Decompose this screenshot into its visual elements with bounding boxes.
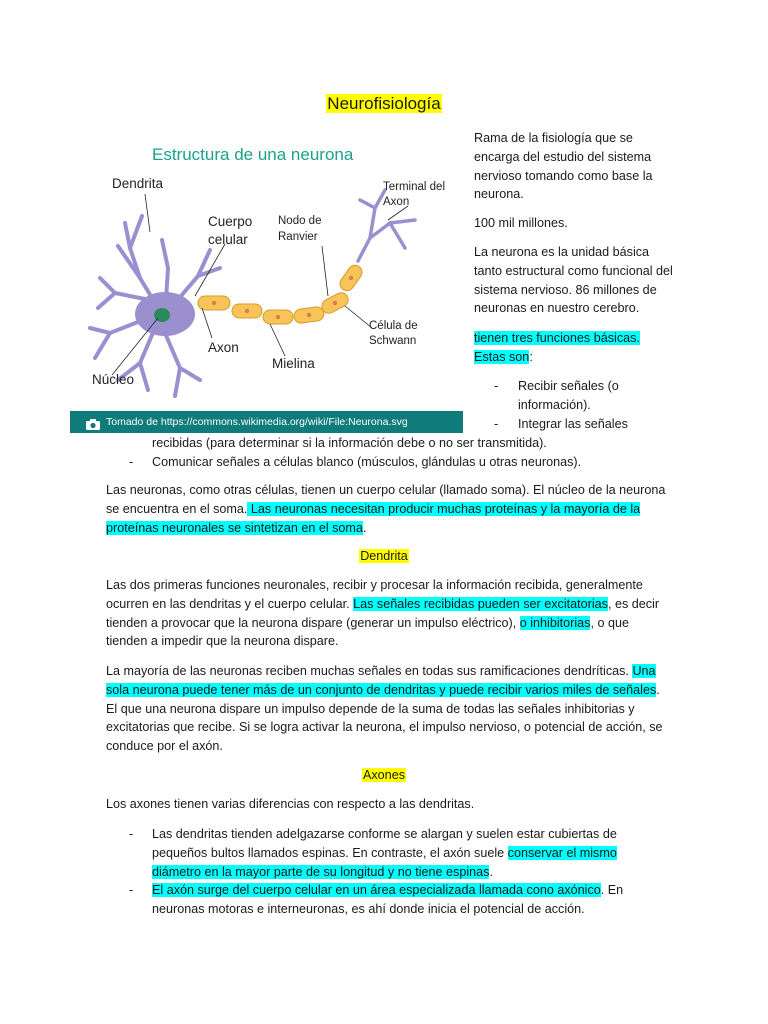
paragraph-dendrita-1: Las dos primeras funciones neuronales, recibir y procesar la información recibida, generalmente ocurren en las dendritas y el cuerpo celular. Las señales recibidas pueden ser excitatorias, es decir tienden a provocar que la neurona dispare (generar un impulso eléctrico), o inhibitorias, o que tienden a impedir que la neurona dispare.	[106, 578, 660, 649]
side-text-2: 100 mil millones.	[474, 216, 568, 230]
figure-caption: Tomado de https://commons.wikimedia.org/wiki/File:Neurona.svg	[106, 416, 408, 428]
bullet-dash: -	[494, 379, 499, 393]
list-item: Recibir señales (o información).	[518, 379, 619, 412]
label-dendrita: Dendrita	[112, 176, 164, 191]
list-item-cont: recibidas (para determinar si la información debe o no ser transmitida).	[152, 436, 547, 450]
paragraph-dendrita-2: La mayoría de las neuronas reciben muchas señales en todas sus ramificaciones dendríticas. Una sola neurona puede tener más de un conjunto de dendritas y puede recibir varios miles de señales. El que una neurona dispare un impulso depende de la suma de todas las señales inhibitorias y excitatorias que recibe. Si se logra activar la neurona, el impulso nervioso, o potencial de acción, se conduce por el axón.	[106, 664, 663, 754]
label-cuerpo-1: Cuerpo	[208, 214, 253, 229]
label-terminal-1: Terminal del	[383, 181, 445, 193]
label-nodo-1: Nodo de	[278, 215, 322, 227]
bullet-dash: -	[494, 417, 499, 431]
list-item: Las dendritas tienden adelgazarse conforme se alargan y suelen estar cubiertas de pequeños bultos llamados espinas. En contraste, el axón suele conservar el mismo diámetro en la mayor parte de su longitud y no tiene espinas.	[152, 827, 617, 879]
page-title: Neurofisiología	[327, 94, 441, 113]
neuron-figure	[70, 128, 463, 435]
side-text-1: Rama de la fisiología que se encarga del estudio del sistema nervioso tomando como base la neurona.	[474, 131, 653, 202]
label-nodo-2: Ranvier	[278, 231, 318, 243]
section-heading-axones: Axones	[362, 768, 405, 782]
camera-icon	[86, 416, 100, 427]
label-celula-1: Célula de	[369, 320, 418, 332]
bullet-dash: -	[129, 883, 134, 897]
label-terminal-2: Axon	[383, 196, 410, 208]
label-cuerpo-2: celular	[208, 232, 248, 247]
section-heading-dendrita: Dendrita	[360, 549, 408, 563]
bullet-dash: -	[129, 827, 134, 841]
list-item: Integrar las señales	[518, 417, 628, 431]
paragraph-axones: Los axones tienen varias diferencias con respecto a las dendritas.	[106, 797, 475, 811]
label-nucleo: Núcleo	[92, 372, 135, 387]
paragraph-soma: Las neuronas, como otras células, tienen un cuerpo celular (llamado soma). El núcleo de la neurona se encuentra en el soma. Las neuronas necesitan producir muchas proteínas y la mayoría de la proteínas neuronales se sintetizan en el soma.	[106, 483, 666, 535]
side-text-3: La neurona es la unidad básica tanto estructural como funcional del sistema nervioso. 86 millones de neuronas en nuestro cerebro.	[474, 245, 673, 316]
bullet-dash: -	[129, 455, 134, 469]
label-axon: Axon	[208, 340, 239, 355]
figure-heading: Estructura de una neurona	[152, 145, 354, 164]
list-item: El axón surge del cuerpo celular en un área especializada llamada cono axónico. En neuronas motoras e interneuronas, es ahí donde inicia el potencial de acción.	[152, 883, 624, 916]
side-text-4: tienen tres funciones básicas. Estas son:	[474, 331, 640, 364]
list-item: Comunicar señales a células blanco (músculos, glándulas u otras neuronas).	[152, 455, 582, 469]
label-mielina: Mielina	[272, 356, 315, 371]
figure-caption-bar	[70, 411, 463, 433]
label-celula-2: Schwann	[369, 335, 417, 347]
